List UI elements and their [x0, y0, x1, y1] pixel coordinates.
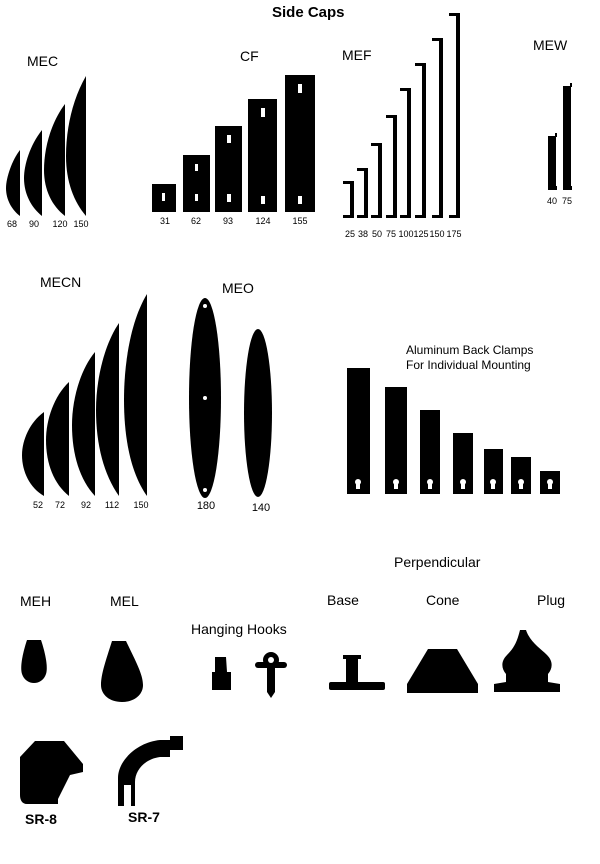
size-label: 90: [28, 219, 39, 229]
size-label: 150: [133, 500, 149, 510]
page-title: Side Caps: [272, 4, 345, 21]
size-label: 75: [385, 229, 396, 239]
size-label: 155: [292, 216, 308, 226]
size-label: 68: [6, 219, 17, 229]
mec-90: [24, 130, 42, 216]
mec-caps: [6, 76, 86, 216]
sr8-label: SR-8: [25, 811, 57, 827]
meo-caps: [189, 298, 272, 498]
mew-caps: [548, 83, 572, 190]
size-label: 92: [80, 500, 91, 510]
size-label: 100: [398, 229, 414, 239]
mec-150: [66, 76, 86, 216]
size-label: 62: [190, 216, 201, 226]
hook-small: [212, 657, 231, 690]
mel-label: MEL: [110, 593, 139, 609]
size-label: 120: [52, 219, 68, 229]
meh-label: MEH: [20, 593, 52, 609]
mef-caps: [343, 13, 460, 218]
size-label: 125: [413, 229, 429, 239]
size-label: 150: [429, 229, 445, 239]
sr7-label: SR-7: [128, 809, 160, 825]
size-label: 140: [251, 502, 271, 514]
clamps: [347, 368, 560, 494]
sr8-shape: [20, 741, 83, 804]
perpendicular-plug: [494, 630, 560, 692]
size-label: 72: [54, 500, 65, 510]
size-label: 150: [73, 219, 89, 229]
clamps-label-line2: For Individual Mounting: [406, 358, 531, 372]
meo-label: MEO: [222, 280, 254, 296]
cf-caps: [152, 75, 315, 212]
clamps-label-line1: Aluminum Back Clamps: [406, 343, 534, 357]
perpendicular-label: Perpendicular: [394, 554, 481, 570]
perpendicular-base-label: Base: [327, 592, 359, 608]
size-label: 112: [104, 500, 120, 510]
perpendicular-base: [329, 655, 385, 690]
size-label: 52: [32, 500, 43, 510]
size-label: 124: [255, 216, 271, 226]
size-label: 175: [446, 229, 462, 239]
mef-label: MEF: [342, 47, 372, 63]
size-label: 31: [159, 216, 170, 226]
size-label: 180: [196, 500, 216, 512]
mel-shape: [101, 641, 143, 702]
mec-68: [6, 150, 20, 216]
perpendicular-plug-label: Plug: [537, 592, 566, 608]
size-label: 40: [546, 196, 557, 206]
hanging-hooks-label: Hanging Hooks: [191, 621, 287, 637]
sr7-shape: [118, 736, 183, 806]
mew-label: MEW: [533, 37, 568, 53]
size-label: 50: [371, 229, 382, 239]
perpendicular-cone-label: Cone: [426, 592, 460, 608]
mec-120: [44, 104, 65, 216]
mecn-label: MECN: [40, 274, 82, 290]
mecn-caps: [22, 294, 147, 496]
mec-label: MEC: [27, 53, 59, 69]
size-label: 75: [561, 196, 572, 206]
perpendicular-cone: [407, 649, 478, 693]
size-label: 93: [222, 216, 233, 226]
size-label: 38: [357, 229, 368, 239]
size-label: 25: [344, 229, 355, 239]
cf-label: CF: [240, 48, 259, 64]
meh-shape: [21, 640, 47, 683]
